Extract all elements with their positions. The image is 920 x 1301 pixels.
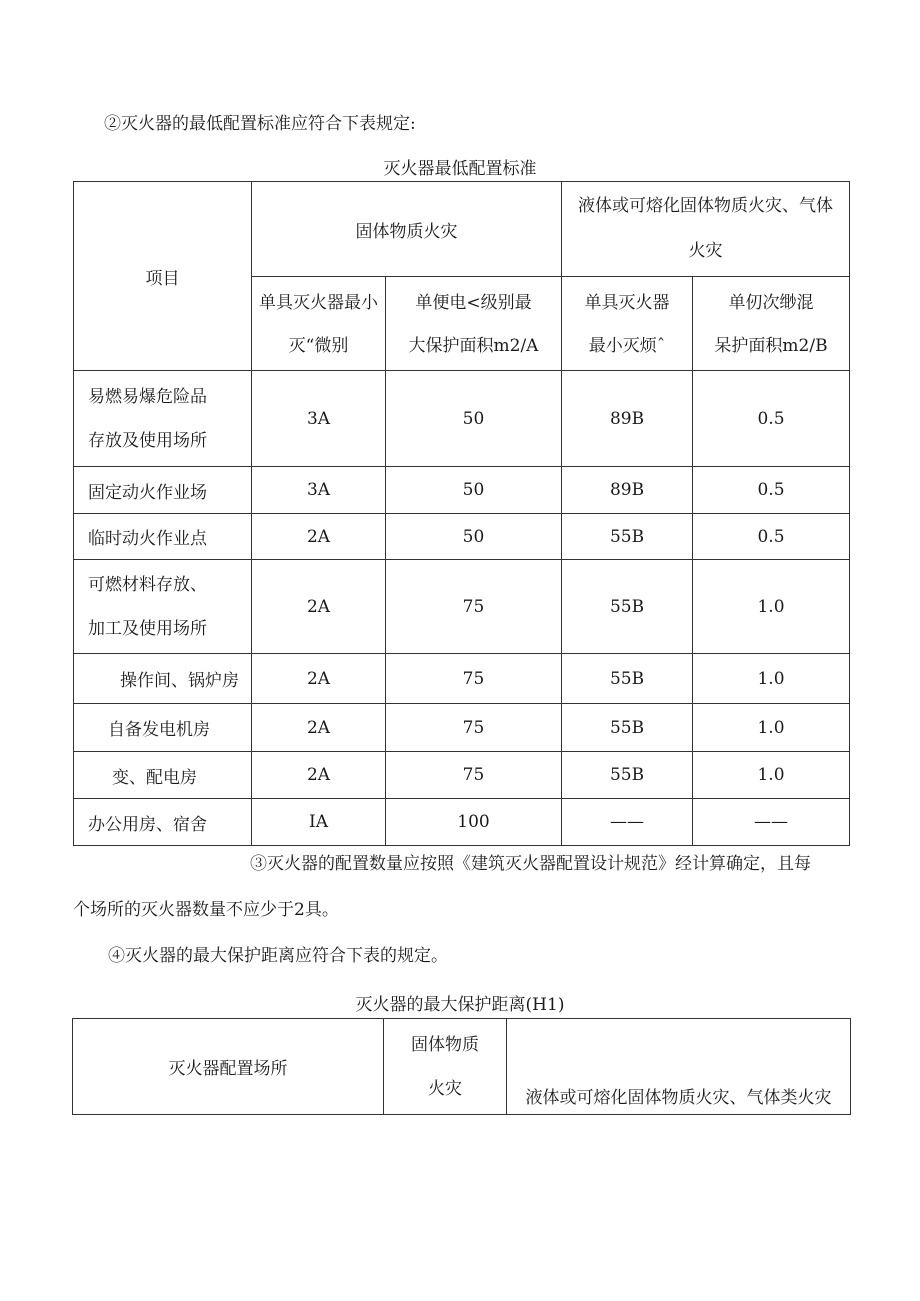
table-row (74, 704, 850, 752)
row-c2: 75 (386, 654, 562, 704)
row-item: 易燃易爆危险品 存放及使用场所 (74, 371, 252, 467)
row-c3: 55B (562, 752, 693, 799)
row-c3: 55B (562, 514, 693, 560)
header-c3-line1: 单具灭火器 (584, 293, 670, 313)
row-c2: 75 (386, 560, 562, 654)
row-c4: —— (693, 799, 850, 846)
row-item: 自备发电机房 (74, 704, 252, 752)
row-c1: IA (252, 799, 386, 846)
min-config-table (73, 181, 850, 846)
table-row (74, 752, 850, 799)
row-c4: 1.0 (693, 560, 850, 654)
row-c2: 50 (386, 514, 562, 560)
row-c4: 1.0 (693, 704, 850, 752)
row-c3: 89B (562, 371, 693, 467)
row-item: 临时动火作业点 (74, 514, 252, 560)
paragraph-3-line2: 个场所的灭火器数量不应少于2具。 (73, 900, 339, 920)
row-c3: 55B (562, 704, 693, 752)
table-row (74, 371, 850, 467)
row-item: 办公用房、宿舍 (74, 799, 252, 846)
row-c2: 75 (386, 752, 562, 799)
table-row (74, 799, 850, 846)
header-solid-line1: 固体物质 (411, 1034, 479, 1055)
max-distance-table (72, 1018, 851, 1115)
header-item: 项目 (74, 182, 252, 371)
row-c1: 2A (252, 514, 386, 560)
header-c2-line2: 大保护面积m2/A (408, 336, 539, 356)
intro-paragraph: ②灭火器的最低配置标准应符合下表规定: (104, 114, 416, 134)
header-liquid-fire: 液体或可熔化固体物质火灾、气体类火灾 (507, 1019, 851, 1115)
row-item: 固定动火作业场 (74, 467, 252, 514)
row-c3: 89B (562, 467, 693, 514)
row-c2: 50 (386, 467, 562, 514)
table-row (74, 514, 850, 560)
row-c2: 100 (386, 799, 562, 846)
header-c3 (562, 277, 693, 371)
row-c3: 55B (562, 560, 693, 654)
row-c4: 0.5 (693, 514, 850, 560)
header-liquid-fire (562, 182, 850, 277)
row-c3: —— (562, 799, 693, 846)
header-solid-line2: 火灾 (428, 1078, 462, 1099)
table-row (74, 654, 850, 704)
header-c1-line1: 单具灭火器最小 (259, 293, 378, 313)
row-c4: 0.5 (693, 467, 850, 514)
row-c3: 55B (562, 654, 693, 704)
header-liquid-line1: 液体或可熔化固体物质火灾、气体 (578, 196, 833, 216)
header-c4-line2: 呆护面积m2/B (714, 336, 828, 356)
header-solid-fire: 固体物质火灾 (252, 182, 562, 277)
paragraph-4: ④灭火器的最大保护距离应符合下表的规定。 (108, 946, 448, 966)
header-config-place: 灭火器配置场所 (73, 1019, 384, 1115)
table-row (74, 560, 850, 654)
row-c1: 2A (252, 704, 386, 752)
header-c2 (386, 277, 562, 371)
row-c1: 3A (252, 371, 386, 467)
table2-caption: 灭火器的最大保护距离(H1) (355, 995, 565, 1015)
table-row (74, 467, 850, 514)
row-c1: 2A (252, 560, 386, 654)
header-c2-line1: 单便电<级别最 (415, 293, 532, 313)
row-c1: 3A (252, 467, 386, 514)
row-c2: 75 (386, 704, 562, 752)
paragraph-3-line1: ③灭火器的配置数量应按照《建筑灭火器配置设计规范》经计算确定，且每 (250, 854, 811, 874)
row-c4: 1.0 (693, 752, 850, 799)
row-c1: 2A (252, 752, 386, 799)
header-solid-fire (384, 1019, 507, 1115)
row-item: 操作间、锅炉房 (74, 654, 252, 704)
header-c4-line1: 单仞次缈混 (728, 293, 814, 313)
table1-caption: 灭火器最低配置标准 (383, 159, 537, 179)
row-c4: 0.5 (693, 371, 850, 467)
row-item: 可燃材料存放、 加工及使用场所 (74, 560, 252, 654)
row-item: 变、配电房 (74, 752, 252, 799)
row-c1: 2A (252, 654, 386, 704)
header-c1 (252, 277, 386, 371)
header-c4 (693, 277, 850, 371)
header-liquid-line2: 火灾 (688, 241, 723, 261)
header-c1-line2: 灭“微别 (288, 336, 349, 356)
header-c3-line2: 最小灭烦ˆ (588, 336, 666, 356)
row-c4: 1.0 (693, 654, 850, 704)
row-c2: 50 (386, 371, 562, 467)
